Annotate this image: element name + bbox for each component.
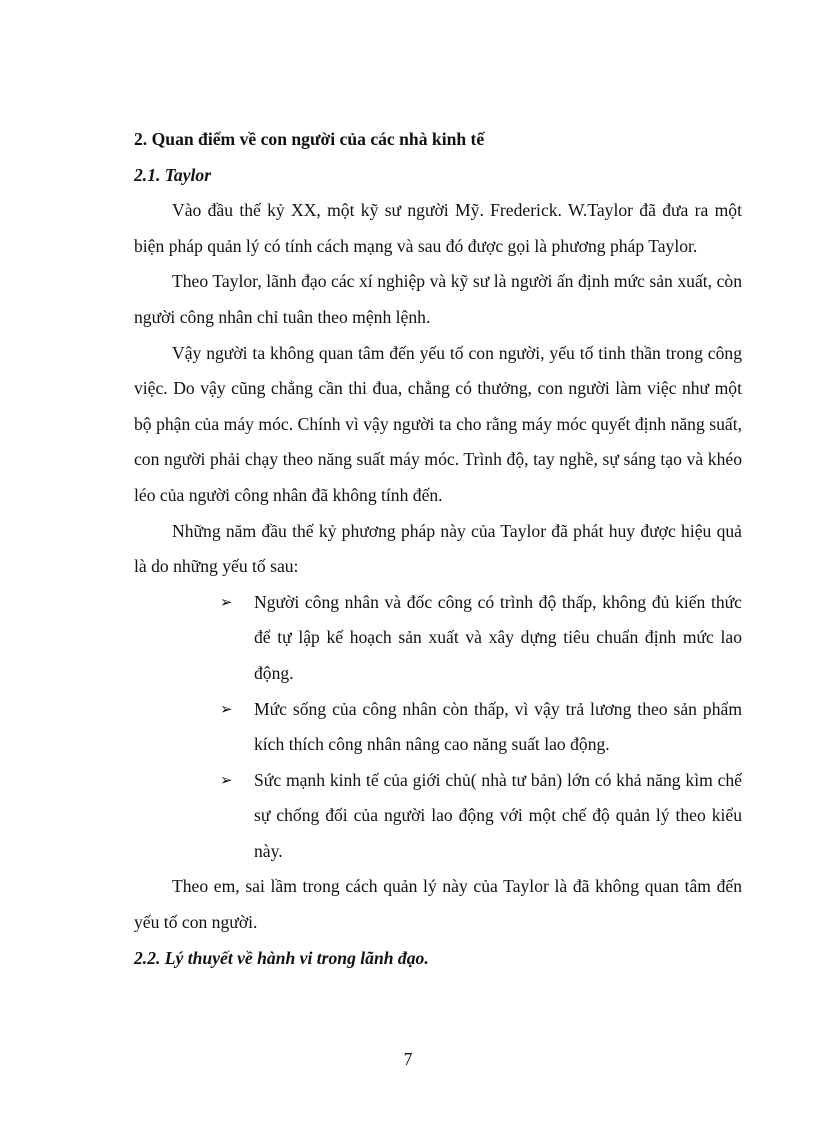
- section-heading: 2. Quan điểm về con người của các nhà kinh tế: [134, 129, 485, 149]
- document-page: [134, 122, 742, 976]
- paragraph-conclusion: Theo em, sai lầm trong cách quản lý này của Taylor là đã không quan tâm đến yếu tố con người.: [134, 876, 742, 933]
- arrowhead-bullet-icon: ➢: [220, 699, 233, 718]
- subsection-heading-taylor: 2.1. Taylor: [134, 164, 212, 185]
- list-item-text: Sức mạnh kinh tế của giới chủ( nhà tư bản) lớn có khả năng kìm chế sự chống đối của người lao động với một chế độ quản lý theo kiểu này.: [254, 769, 742, 861]
- page-number: 7: [403, 1049, 413, 1069]
- paragraph-effectiveness: Những năm đầu thế kỷ phương pháp này của Taylor đã phát huy được hiệu quả là do những yếu tố sau:: [134, 520, 742, 577]
- subsection-heading-behavior: 2.2. Lý thuyết về hành vi trong lãnh đạo.: [134, 947, 429, 968]
- paragraph-intro: Vào đầu thế kỷ XX, một kỹ sư người Mỹ. Frederick. W.Taylor đã đưa ra một biện pháp quản lý có tính cách mạng và sau đó được gọi là phương pháp Taylor.: [134, 200, 742, 256]
- list-item: [134, 763, 742, 870]
- list-item-text: Người công nhân và đốc công có trình độ thấp, không đủ kiến thức để tự lập kế hoạch sản xuất và xây dựng tiêu chuẩn định mức lao động.: [254, 591, 742, 683]
- paragraph-taylor-view: Theo Taylor, lãnh đạo các xí nghiệp và kỹ sư là người ấn định mức sản xuất, còn người công nhân chỉ tuân theo mệnh lệnh.: [134, 271, 742, 327]
- factor-list: [134, 585, 742, 870]
- paragraph-human-factor: Vậy người ta không quan tâm đến yếu tố con người, yếu tố tinh thần trong công việc. Do vậy cũng chẳng cần thi đua, chẳng có thưởng, con người làm việc như một bộ phận của máy móc. Chính vì vậy người ta cho rằng máy móc quyết định năng suất, con người phải chạy theo năng suất máy móc. Trình độ, tay nghề, sự sáng tạo và khéo léo của người công nhân đã không tính đến.: [134, 342, 742, 505]
- list-item-text: Mức sống của công nhân còn thấp, vì vậy trả lương theo sản phẩm kích thích công nhân nâng cao năng suất lao động.: [254, 698, 742, 755]
- list-item: [134, 585, 742, 692]
- list-item: [134, 692, 742, 763]
- arrowhead-bullet-icon: ➢: [220, 770, 233, 789]
- arrowhead-bullet-icon: ➢: [220, 592, 233, 611]
